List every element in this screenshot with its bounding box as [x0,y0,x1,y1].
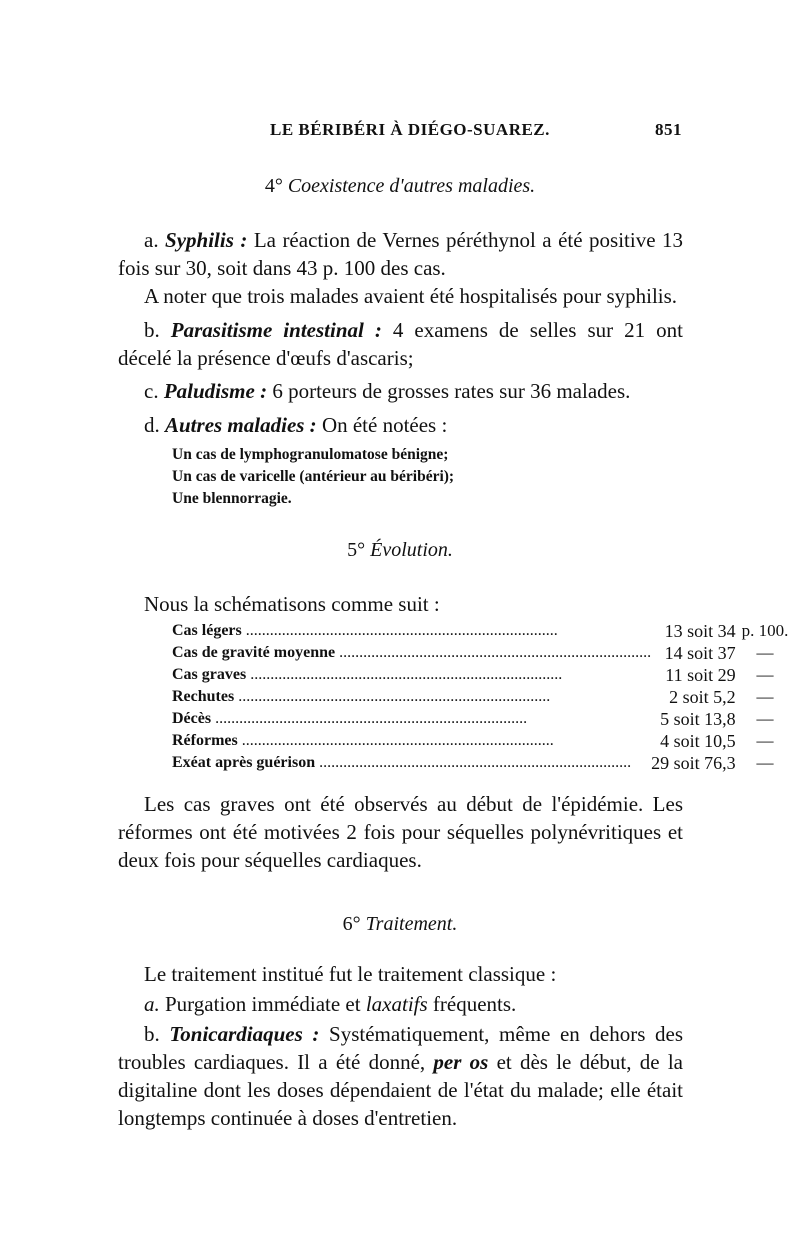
list-item: Un cas de varicelle (antérieur au béribéri); [172,468,455,485]
table-row [172,664,788,686]
leader-dots [238,732,554,749]
item-letter: a. [144,228,159,252]
row-label: Cas graves [172,666,247,683]
item-autres-maladies [118,411,683,439]
row-pct: — [756,665,774,684]
list-item: Une blennorragie. [172,490,292,507]
item-label: Autres maladies : [165,413,317,437]
table-row [172,708,788,730]
item-letter: a. [144,992,160,1016]
item-text: 6 porteurs de grosses rates sur 36 malades. [272,379,631,403]
item-letter: b. [144,1022,160,1046]
item-text: et dès le début, de la digitaline dont les doses dépendaient de l'état du malade; elle était longtemps continuée à doses d'entretien. [118,1050,683,1130]
table-row [172,730,788,752]
row-pct: — [756,643,774,662]
list-item: Un cas de lymphogranulomatose bénigne; [172,446,449,463]
item-text: 4 examens de selles sur 21 ont décelé la présence d'œufs d'ascaris; [118,318,683,370]
leader-dots [242,622,558,639]
note-text: A noter que trois malades avaient été hospitalisés pour syphilis. [144,284,678,308]
item-italic: laxatifs [365,992,428,1016]
row-value: 14 soit 37 [664,642,736,663]
row-label: Exéat après guérison [172,754,316,771]
leader-dots [315,754,631,771]
item-paludisme [118,377,683,405]
section-6-title: Traitement. [365,913,458,935]
treatment-item-a [118,990,683,1018]
item-label: Syphilis : [165,228,248,252]
other-diseases-list [172,444,672,510]
row-label-cell [172,708,651,730]
note-syphilis [118,282,683,310]
item-label: Tonicardiaques : [169,1022,320,1046]
row-label: Cas de gravité moyenne [172,644,336,661]
leader-dots [246,666,562,683]
section-5-number: 5° [347,539,366,561]
table-row [172,752,788,774]
item-label: Paludisme : [163,379,268,403]
table-row [172,642,788,664]
evolution-conclusion [118,790,683,874]
treatment-intro [118,960,683,988]
item-syphilis [118,226,683,282]
item-letter: d. [144,413,160,437]
item-italic: per os [433,1050,489,1074]
item-label: Parasitisme intestinal : [170,318,382,342]
evolution-table [172,620,788,774]
section-4-number: 4° [264,175,283,197]
section-4-heading [0,175,800,198]
row-pct: — [756,709,774,728]
leader-dots [335,644,651,661]
section-6-number: 6° [342,913,361,935]
row-label-cell [172,686,651,708]
row-value: 11 soit 29 [665,664,736,685]
row-pct: — [756,687,774,706]
row-label-cell [172,642,651,664]
treatment-intro-text: Le traitement institué fut le traitement classique : [144,962,557,986]
row-value: 5 soit 13,8 [660,708,736,729]
item-text: Purgation immédiate et [165,992,361,1016]
row-value: 13 soit 34 [664,620,736,641]
row-label: Réformes [172,732,238,749]
treatment-item-b [118,1020,683,1132]
item-letter: b. [144,318,160,342]
leader-dots [211,710,527,727]
row-pct: — [756,753,774,772]
evolution-conclusion-text: Les cas graves ont été observés au début de l'épidémie. Les réformes ont été motivées 2 fois pour séquelles polynévritiques et deux fois pour séquelles cardiaques. [118,792,683,872]
section-5-title: Évolution. [370,539,453,561]
item-text: La réaction de Vernes péréthynol a été positive 13 fois sur 30, soit dans 43 p. 100 des cas. [118,228,683,280]
row-label-cell [172,620,651,642]
row-label: Décès [172,710,212,727]
row-value: 29 soit 76,3 [651,752,736,773]
item-letter: c. [144,379,159,403]
row-label: Cas légers [172,622,242,639]
evolution-intro-text: Nous la schématisons comme suit : [144,592,440,616]
evolution-intro [118,590,683,618]
section-4-title: Coexistence d'autres maladies. [287,175,536,197]
row-label-cell [172,664,651,686]
row-pct: — [756,731,774,750]
row-value: 4 soit 10,5 [660,730,736,751]
leader-dots [234,688,550,705]
row-label-cell [172,752,651,774]
section-6-heading [0,913,800,936]
item-parasitisme [118,316,683,372]
row-value: 2 soit 5,2 [669,686,736,707]
row-label-cell [172,730,651,752]
row-label: Rechutes [172,688,235,705]
table-row [172,620,788,642]
page-number: 851 [655,120,682,139]
section-5-heading [0,539,800,562]
item-text: fréquents. [432,992,517,1016]
running-title: LE BÉRIBÉRI À DIÉGO-SUAREZ. [270,120,550,139]
item-text: On été notées : [321,413,448,437]
item-text: Systématiquement, même en dehors des troubles cardiaques. Il a été donné, [118,1022,683,1074]
table-row [172,686,788,708]
row-pct: p. 100. [741,621,789,640]
